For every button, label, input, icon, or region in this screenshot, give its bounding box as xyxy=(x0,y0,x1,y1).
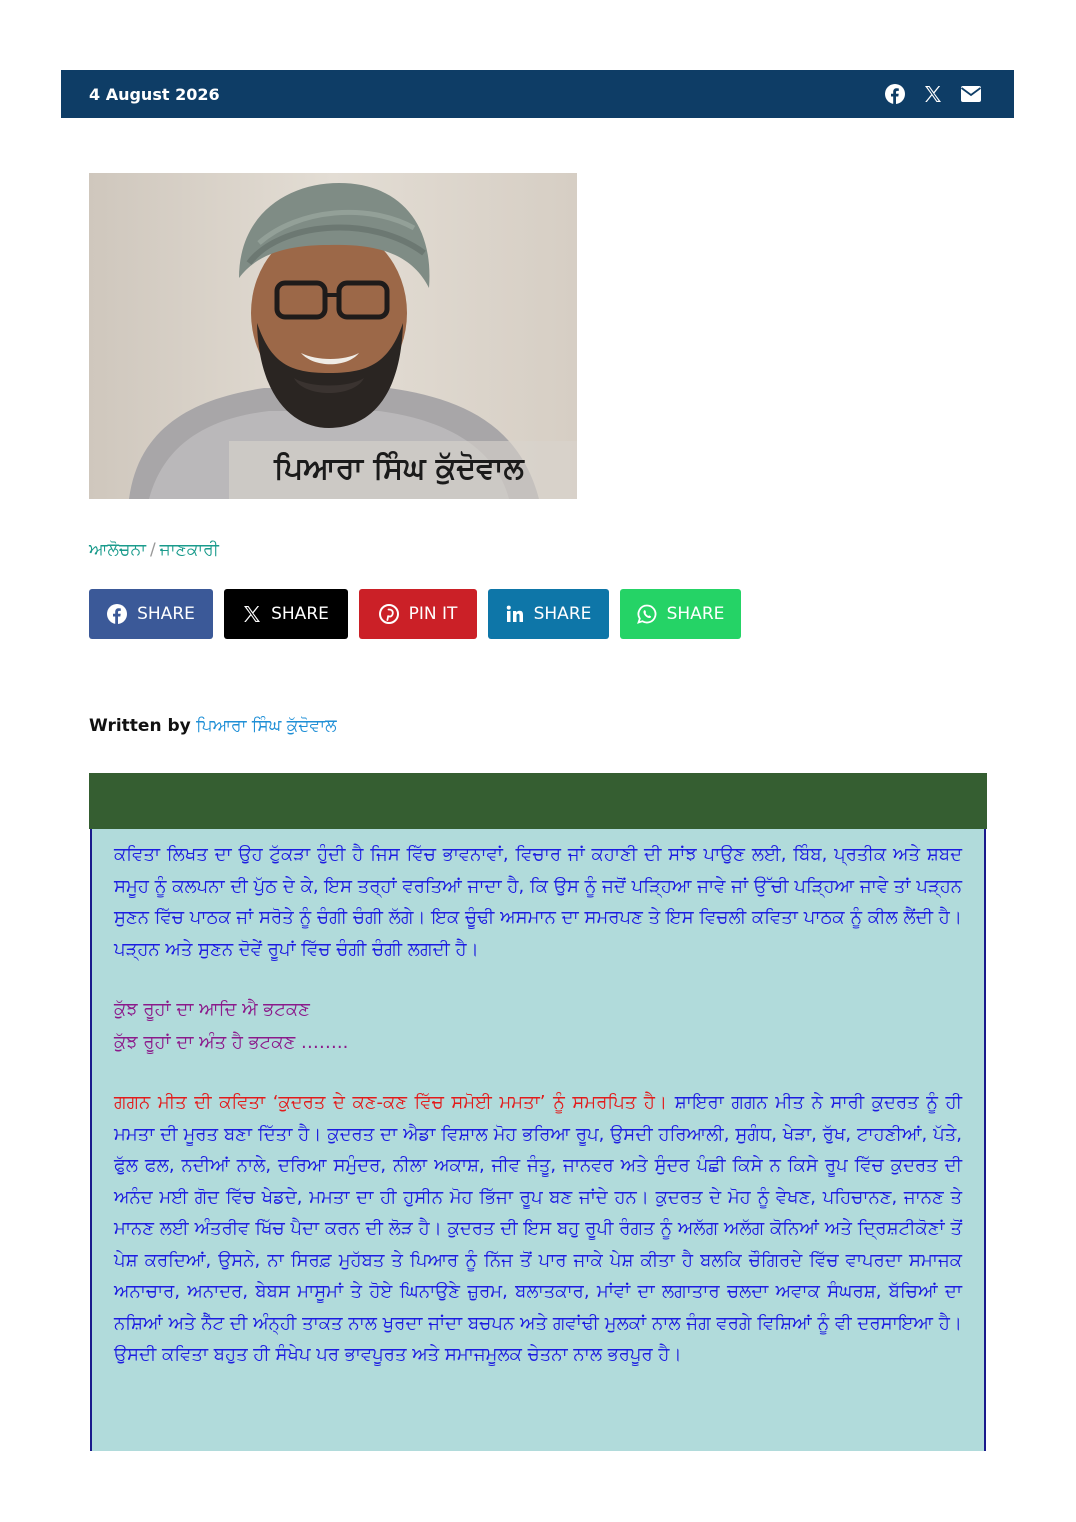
linkedin-icon xyxy=(506,605,524,623)
poem-line: ਕੁੱਝ ਰੂਹਾਂ ਦਾ ਅੰਤ ਹੈ ਭਟਕਣ …….. xyxy=(114,1032,349,1053)
post-date: 4 August 2026 xyxy=(89,84,220,104)
featured-image xyxy=(89,173,577,499)
whatsapp-icon xyxy=(637,604,657,624)
byline-label: Written by xyxy=(89,716,191,736)
mail-icon[interactable] xyxy=(960,83,982,105)
share-label: SHARE xyxy=(271,604,329,624)
x-icon[interactable] xyxy=(922,83,944,105)
facebook-icon[interactable] xyxy=(884,83,906,105)
top-bar xyxy=(61,70,1014,118)
review-paragraph xyxy=(114,1087,962,1371)
category-links xyxy=(89,540,219,560)
poem-excerpt xyxy=(114,993,962,1059)
article-header-bar xyxy=(89,773,987,829)
x-icon xyxy=(243,605,261,623)
pinterest-icon xyxy=(379,604,399,624)
article-body xyxy=(90,829,986,1451)
share-buttons xyxy=(89,589,741,639)
x-share-button[interactable] xyxy=(224,589,348,639)
pinterest-share-button[interactable] xyxy=(359,589,477,639)
category-link-information[interactable]: ਜਾਣਕਾਰੀ xyxy=(159,540,219,560)
intro-paragraph: ਕਵਿਤਾ ਲਿਖਤ ਦਾ ਉਹ ਟੁੱਕੜਾ ਹੁੰਦੀ ਹੈ ਜਿਸ ਵਿੱਚ ਭਾਵਨਾਵਾਂ, ਵਿਚਾਰ ਜਾਂ ਕਹਾਣੀ ਦੀ ਸਾਂਝ ਪਾਉਣ ਲਈ, ਬਿੰਬ, ਪ੍ਰਤੀਕ ਅਤੇ ਸ਼ਬਦ ਸਮੂਹ ਨੂੰ ਕਲਪਨਾ ਦੀ ਪੁੱਠ ਦੇ ਕੇ, ਇਸ ਤਰ੍ਹਾਂ ਵਰਤਿਆਂ ਜਾਦਾ ਹੈ, ਕਿ ਉਸ ਨੂੰ ਜਦੋਂ ਪੜ੍ਹਿਆ ਜਾਵੇ ਜਾਂ ਉੱਚੀ ਪੜ੍ਹਿਆ ਜਾਵੇ ਤਾਂ ਪੜ੍ਹਨ ਸੁਣਨ ਵਿੱਚ ਪਾਠਕ ਜਾਂ ਸਰੋਤੇ ਨੂੰ ਚੰਗੀ ਚੰਗੀ ਲੱਗੇ। ਇਕ ਚੂੰਢੀ ਅਸਮਾਨ ਦਾ ਸਮਰਪਣ ਤੇ ਇਸ ਵਿਚਲੀ ਕਵਿਤਾ ਪਾਠਕ ਨੂੰ ਕੀਲ ਲੈਂਦੀ ਹੈ। ਪੜ੍ਹਨ ਅਤੇ ਸੁਣਨ ਦੋਵੇਂ ਰੂਪਾਂ ਵਿੱਚ ਚੰਗੀ ਚੰਗੀ ਲਗਦੀ ਹੈ। xyxy=(114,844,962,960)
header-social-icons xyxy=(884,83,982,105)
author-link[interactable]: ਪਿਆਰਾ ਸਿੰਘ ਕੁੱਦੋਵਾਲ xyxy=(196,716,337,736)
share-label: SHARE xyxy=(137,604,195,624)
share-label: SHARE xyxy=(666,604,725,624)
facebook-icon xyxy=(107,604,127,624)
byline xyxy=(89,716,337,736)
category-link-criticism[interactable]: ਆਲੋਚਨਾ xyxy=(89,540,146,560)
share-label: SHARE xyxy=(533,604,592,624)
poem-line: ਕੁੱਝ ਰੂਹਾਂ ਦਾ ਆਦਿ ਐ ਭਟਕਣ xyxy=(114,999,310,1020)
image-caption: ਪਿਆਰਾ ਸਿੰਘ ਕੁੱਦੋਵਾਲ xyxy=(274,451,524,486)
review-lead-sentence: ਗਗਨ ਮੀਤ ਦੀ ਕਵਿਤਾ ‘ਕੁਦਰਤ ਦੇ ਕਣ-ਕਣ ਵਿੱਚ ਸਮੋਈ ਮਮਤਾ’ ਨੂੰ ਸਮਰਪਿਤ ਹੈ। xyxy=(114,1092,668,1113)
whatsapp-share-button[interactable] xyxy=(620,589,741,639)
category-separator: / xyxy=(149,540,156,560)
review-body-text: ਸ਼ਾਇਰਾ ਗਗਨ ਮੀਤ ਨੇ ਸਾਰੀ ਕੁਦਰਤ ਨੂੰ ਹੀ ਮਮਤਾ ਦੀ ਮੂਰਤ ਬਣਾ ਦਿੱਤਾ ਹੈ। ਕੁਦਰਤ ਦਾ ਐਡਾ ਵਿਸ਼ਾਲ ਮੋਹ ਭਰਿਆ ਰੂਪ, ਉਸਦੀ ਹਰਿਆਲੀ, ਸੁਗੰਧ, ਖੇੜਾ, ਰੁੱਖ, ਟਾਹਣੀਆਂ, ਪੱਤੇ, ਫੁੱਲ ਫਲ, ਨਦੀਆਂ ਨਾਲੇ, ਦਰਿਆ ਸਮੁੰਦਰ, ਨੀਲਾ ਅਕਾਸ਼, ਜੀਵ ਜੰਤੂ, ਜਾਨਵਰ ਅਤੇ ਸੁੰਦਰ ਪੰਛੀ ਕਿਸੇ ਨ ਕਿਸੇ ਰੂਪ ਵਿੱਚ ਕੁਦਰਤ ਦੀ ਅਨੰਦ ਮਈ ਗੋਦ ਵਿੱਚ ਖੇਡਦੇ, ਮਮਤਾ ਦਾ ਹੀ ਹੁਸੀਨ ਮੋਹ ਭਿੱਜਾ ਰੂਪ ਬਣ ਜਾਂਦੇ ਹਨ। ਕੁਦਰਤ ਦੇ ਮੋਹ ਨੂੰ ਵੇਖਣ, ਪਹਿਚਾਨਣ, ਜਾਨਣ ਤੇ ਮਾਨਣ ਲਈ ਅੰਤਰੀਵ ਖਿੱਚ ਪੈਦਾ ਕਰਨ ਦੀ ਲੋੜ ਹੈ। ਕੁਦਰਤ ਦੀ ਇਸ ਬਹੁ ਰੂਪੀ ਰੰਗਤ ਨੂੰ ਅਲੱਗ ਅਲੱਗ ਕੋਨਿਆਂ ਅਤੇ ਦ੍ਰਿਸ਼ਟੀਕੋਣਾਂ ਤੋਂ ਪੇਸ਼ ਕਰਦਿਆਂ, ਉਸਨੇ, ਨਾ ਸਿਰਫ਼ ਮੁਹੱਬਤ ਤੇ ਪਿਆਰ ਨੂੰ ਨਿੱਜ ਤੋਂ ਪਾਰ ਜਾਕੇ ਪੇਸ਼ ਕੀਤਾ ਹੈ ਬਲਕਿ ਚੌਗਿਰਦੇ ਵਿੱਚ ਵਾਪਰਦਾ ਸਮਾਜਕ ਅਨਾਚਾਰ, ਅਨਾਦਰ, ਬੇਬਸ ਮਾਸੂਮਾਂ ਤੇ ਹੋਏ ਘਿਨਾਉਣੇ ਜ਼ੁਰਮ, ਬਲਾਤਕਾਰ, ਮਾਂਵਾਂ ਦਾ ਲਗਾਤਾਰ ਚਲਦਾ ਅਵਾਕ ਸੰਘਰਸ਼, ਬੱਚਿਆਂ ਦਾ ਨਸ਼ਿਆਂ ਅਤੇ ਨੈੱਟ ਦੀ ਅੰਨ੍ਹੀ ਤਾਕਤ ਨਾਲ ਖੁਰਦਾ ਜਾਂਦਾ ਬਚਪਨ ਅਤੇ ਗਵਾਂਢੀ ਮੁਲਕਾਂ ਨਾਲ ਜੰਗ ਵਰਗੇ ਵਿਸ਼ਿਆਂ ਨੂੰ ਵੀ ਦਰਸਾਇਆ ਹੈ। ਉਸਦੀ ਕਵਿਤਾ ਬਹੁਤ ਹੀ ਸੰਖੇਪ ਪਰ ਭਾਵਪੂਰਤ ਅਤੇ ਸਮਾਜਮੂਲਕ ਚੇਤਨਾ ਨਾਲ ਭਰਪੂਰ ਹੈ। xyxy=(114,1092,962,1365)
share-label: PIN IT xyxy=(408,604,458,624)
facebook-share-button[interactable] xyxy=(89,589,213,639)
linkedin-share-button[interactable] xyxy=(488,589,609,639)
